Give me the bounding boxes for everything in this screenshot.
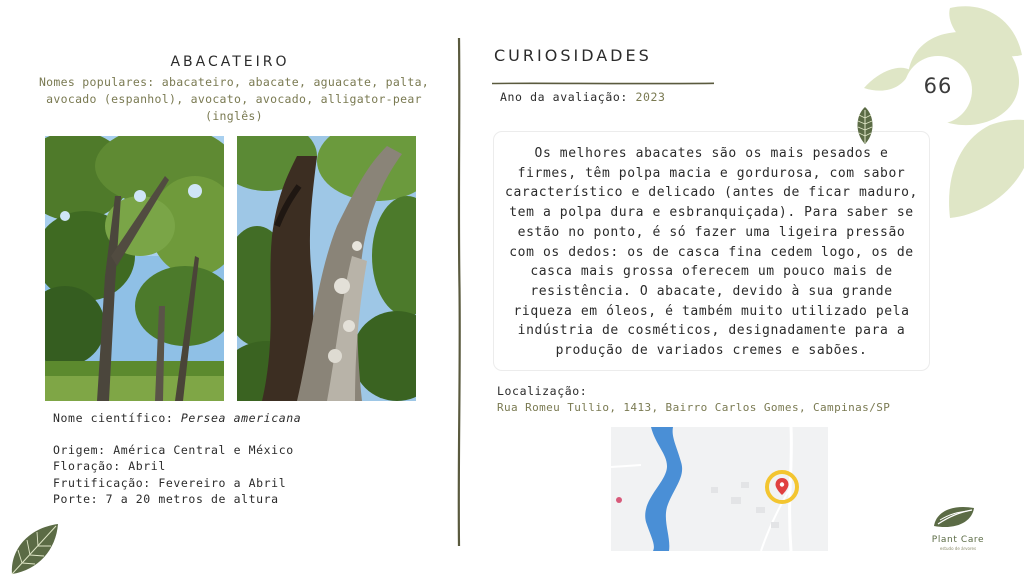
leaf-icon [8,520,60,576]
page-number: 66 [923,74,953,98]
popular-names: Nomes populares: abacateiro, abacate, aguacate, palta, avocado (espanhol), avocato, avocado, alligator-pear (inglês) [38,75,430,123]
tree-photo-canopy [45,136,224,401]
species-facts [53,410,433,508]
tree-size: Porte: 7 a 20 metros de altura [53,492,279,506]
origin: Origem: América Central e México [53,442,294,457]
year-value: 2023 [635,90,666,104]
evaluation-year [500,90,666,104]
tree-photo-trunk [237,136,416,401]
year-label: Ano da avaliação: [500,90,636,104]
section-underline [492,70,714,73]
plant-care-logo [922,500,994,556]
leaf-icon [853,106,877,146]
location-label: Localização: [497,384,588,398]
scientific-name-label: Nome científico: [53,411,181,425]
species-title: ABACATEIRO [170,54,290,70]
svg-text:estudo de árvores: estudo de árvores [939,546,977,551]
vertical-divider [456,38,462,546]
scientific-name-row [53,410,433,427]
svg-text:Plant Care: Plant Care [931,535,985,545]
scientific-name-value: Persea americana [180,411,302,425]
location-address: Rua Romeu Tullio, 1413, Bairro Carlos Gomes, Campinas/SP [497,401,891,414]
section-title: CURIOSIDADES [494,46,652,65]
fruiting: Frutificação: Fevereiro a Abril [53,475,287,490]
curiosity-text: Os melhores abacates são os mais pesados e firmes, têm polpa macia e gordurosa, com sabor característico e delicado (antes de ficar maduro, tem a polpa dura e esbranquiçada). Para saber se estão no ponto, é só fazer uma ligeira pressão com os dedos: os de casca fina cedem logo, os de casca mais grossa oferecem um pouco mais de resistência. O abacate, devido à sua grande riqueza em óleos, é também muito utilizado pela indústria de cosméticos, designadamente para a produção de variados cremes e sabões. [505,146,918,359]
location-map[interactable] [611,427,828,551]
flowering: Floração: Abril [53,459,166,473]
